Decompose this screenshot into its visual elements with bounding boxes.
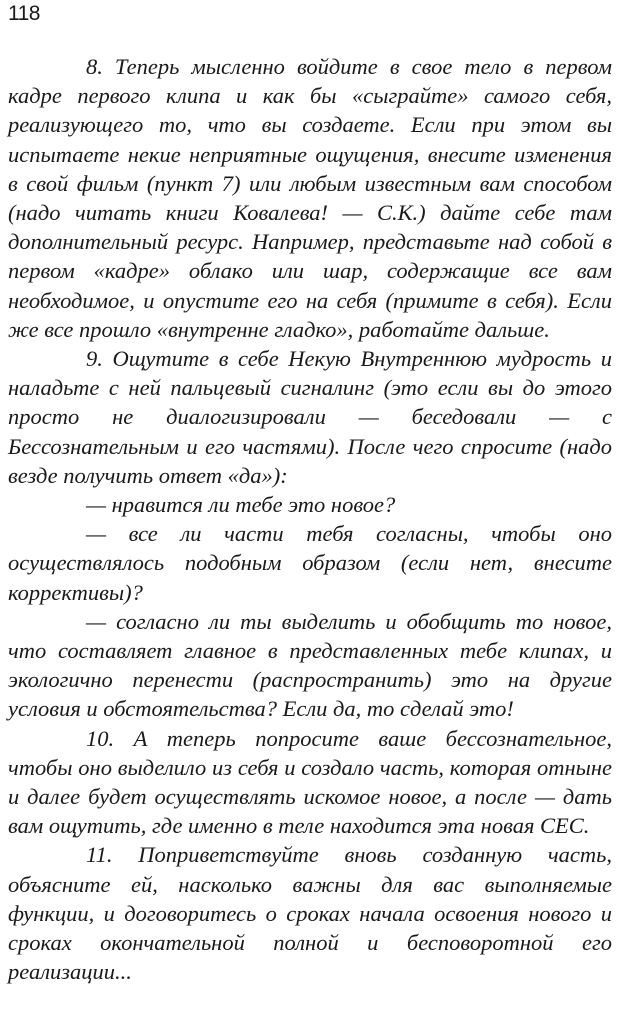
page-number: 118 — [8, 2, 40, 25]
paragraph-step-11: 11. Поприветствуйте вновь созданную часть, объясните ей, насколько важны для вас выполняемые функции, и договоритесь о сроках начала освоения нового и сроках окончательной полной и бесповоротной его реализации... — [8, 842, 612, 985]
paragraph-step-8: 8. Теперь мысленно войдите в свое тело в первом кадре первого клипа и как бы «сыграйте» самого себя, реализующего то, что вы создаете. Если при этом вы испытаете некие неприятные ощущения, внесите изменения в свой фильм (пункт 7) или любым известным вам способом (надо читать книги Ковалева! — С.К.) дайте себе там дополнительный ресурс. Например, представьте над собой в первом «кадре» облако или шар, содержащие все вам необходимое, и опустите его на себя (примите в себя). Если же все прошло «внутренне гладко», работайте дальше. — [8, 54, 612, 342]
question-item-2: — все ли части тебя согласны, чтобы оно осуществлялось подобным образом (если нет, внесите коррективы)? — [8, 521, 612, 605]
question-item-3: — согласно ли ты выделить и обобщить то новое, что составляет главное в представленных тебе клипах, и экологично перенести (распространить) это на другие условия и обстоятельства? Если да, то сделай это! — [8, 608, 612, 722]
question-item-1: — нравится ли тебе это новое? — [86, 492, 396, 518]
page-body — [8, 52, 612, 987]
paragraph-step-9: 9. Ощутите в себе Некую Внутреннюю мудрость и наладьте с ней пальцевый сигналинг (это если вы до этого просто не диалогизировали — беседовали — с Бессознательным и его частями). После чего спросите (надо везде получить ответ «да»): — [8, 346, 612, 488]
paragraph-step-10: 10. А теперь попросите ваше бессознательное, чтобы оно выделило из себя и создало часть, которая отныне и далее будет осуществлять искомое новое, а после — дать вам ощутить, где именно в теле находится эта новая СЕС. — [8, 725, 612, 839]
